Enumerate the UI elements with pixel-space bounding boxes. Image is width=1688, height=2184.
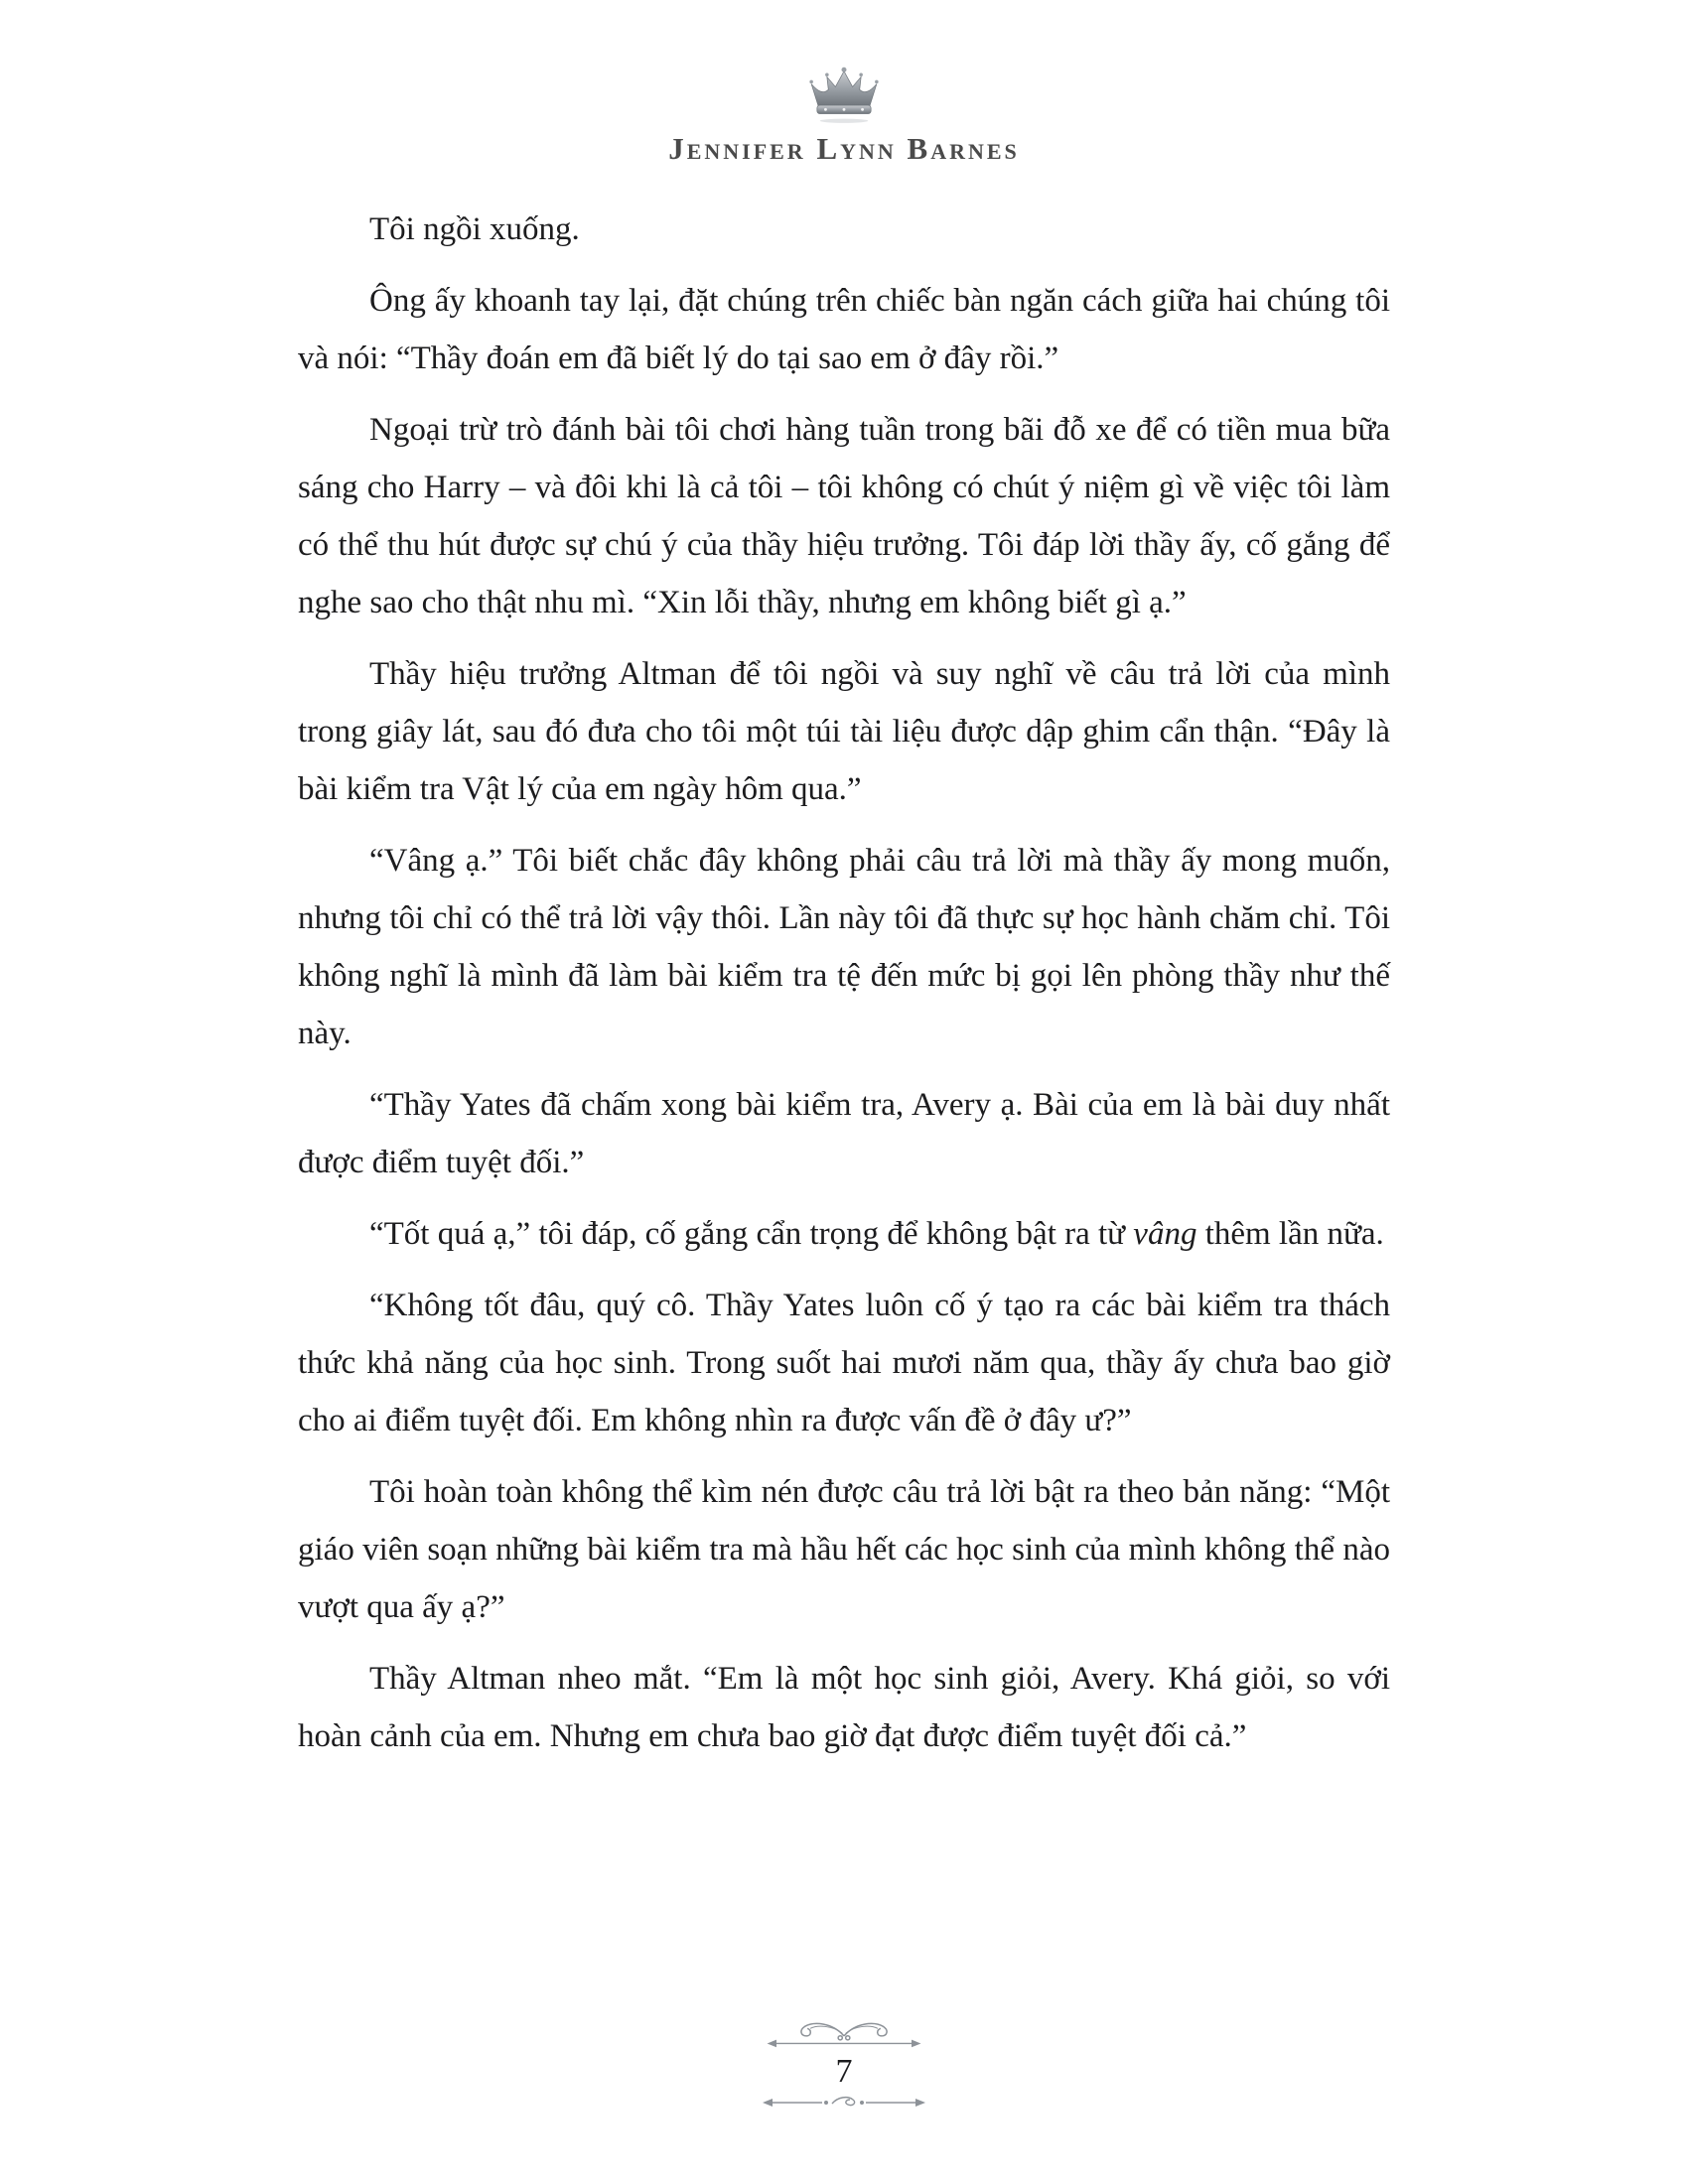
paragraph (298, 401, 1390, 631)
paragraph-run: Tôi hoàn toàn không thể kìm nén được câu trả lời bật ra theo bản năng: “Một giáo viên soạn những bài kiểm tra mà hầu hết các học sinh của mình không thể nào vượt qua ấy ạ?” (298, 1474, 1390, 1625)
author-name: Jennifer Lynn Barnes (668, 131, 1020, 166)
footer-flourish-top-icon (755, 2017, 933, 2051)
paragraph (298, 1277, 1390, 1449)
paragraph (298, 645, 1390, 818)
page-number: 7 (835, 2053, 853, 2090)
paragraph-run: Ông ấy khoanh tay lại, đặt chúng trên chiếc bàn ngăn cách giữa hai chúng tôi và nói: “Thầy đoán em đã biết lý do tại sao em ở đây rồi.” (298, 283, 1390, 376)
page-footer (750, 2017, 938, 2112)
paragraph (298, 201, 1390, 258)
paragraph-run-italic: vâng (1133, 1216, 1197, 1252)
page-body-text (298, 201, 1390, 1779)
paragraph (298, 1076, 1390, 1191)
paragraph-run: Ngoại trừ trò đánh bài tôi chơi hàng tuần trong bãi đỗ xe để có tiền mua bữa sáng cho Harry – và đôi khi là cả tôi – tôi không có chút ý niệm gì về việc tôi làm có thể thu hút được sự chú ý của thầy hiệu trưởng. Tôi đáp lời thầy ấy, cố gắng để nghe sao cho thật nhu mì. “Xin lỗi thầy, nhưng em không biết gì ạ.” (298, 412, 1390, 620)
paragraph-run: “Thầy Yates đã chấm xong bài kiểm tra, Avery ạ. Bài của em là bài duy nhất được điểm tuyệt đối.” (298, 1087, 1390, 1180)
paragraph (298, 1463, 1390, 1636)
paragraph (298, 272, 1390, 387)
paragraph-run: Tôi ngồi xuống. (369, 211, 580, 247)
paragraph-run: “Vâng ạ.” Tôi biết chắc đây không phải câu trả lời mà thầy ấy mong muốn, nhưng tôi chỉ có thể trả lời vậy thôi. Lần này tôi đã thực sự học hành chăm chỉ. Tôi không nghĩ là mình đã làm bài kiểm tra tệ đến mức bị gọi lên phòng thầy như thế này. (298, 843, 1390, 1051)
paragraph-run: Thầy Altman nheo mắt. “Em là một học sinh giỏi, Avery. Khá giỏi, so với hoàn cảnh của em. Nhưng em chưa bao giờ đạt được điểm tuyệt đối cả.” (298, 1661, 1390, 1754)
page-header (0, 66, 1688, 167)
footer-flourish-bottom-icon (755, 2094, 933, 2112)
crown-icon (0, 66, 1688, 125)
paragraph (298, 1650, 1390, 1765)
paragraph-run: Thầy hiệu trưởng Altman để tôi ngồi và suy nghĩ về câu trả lời của mình trong giây lát, sau đó đưa cho tôi một túi tài liệu được dập ghim cẩn thận. “Đây là bài kiểm tra Vật lý của em ngày hôm qua.” (298, 656, 1390, 807)
paragraph-run: “Tốt quá ạ,” tôi đáp, cố gắng cẩn trọng để không bật ra từ (369, 1216, 1134, 1252)
paragraph-run: thêm lần nữa. (1196, 1216, 1384, 1252)
paragraph (298, 832, 1390, 1062)
paragraph-run: “Không tốt đâu, quý cô. Thầy Yates luôn cố ý tạo ra các bài kiểm tra thách thức khả năng của học sinh. Trong suốt hai mươi năm qua, thầy ấy chưa bao giờ cho ai điểm tuyệt đối. Em không nhìn ra được vấn đề ở đây ư?” (298, 1288, 1390, 1438)
paragraph (298, 1205, 1390, 1263)
